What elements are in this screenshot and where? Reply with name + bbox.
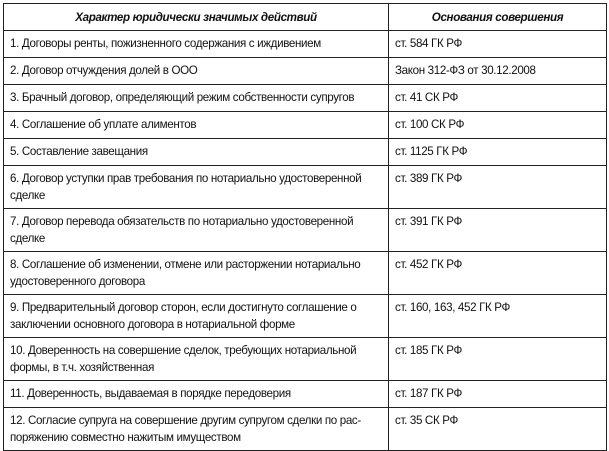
table-row <box>4 112 607 139</box>
action-cell: 9. Предварительный договор сторон, если достигнуто соглашение о заключении основного договора в нотариальной форме <box>4 295 389 338</box>
basis-cell: ст. 185 ГК РФ <box>389 338 607 381</box>
basis-cell: ст. 100 СК РФ <box>389 112 607 139</box>
legal-actions-table <box>3 3 607 451</box>
basis-cell: ст. 391 ГК РФ <box>389 209 607 252</box>
basis-cell: Закон 312-ФЗ от 30.12.2008 <box>389 58 607 85</box>
header-action-type: Характер юридически значимых действий <box>4 4 389 31</box>
table-row <box>4 166 607 209</box>
action-cell: 10. Доверенность на совершение сделок, требующих нотариальной формы, в т.ч. хозяйственная <box>4 338 389 381</box>
header-legal-basis: Основания совершения <box>389 4 607 31</box>
action-cell: 8. Соглашение об изменении, отмене или расторжении нотариально удостоверенного договора <box>4 252 389 295</box>
basis-cell: ст. 452 ГК РФ <box>389 252 607 295</box>
basis-cell: ст. 160, 163, 452 ГК РФ <box>389 295 607 338</box>
header-row <box>4 4 607 31</box>
basis-cell: ст. 1125 ГК РФ <box>389 139 607 166</box>
action-cell: 6. Договор уступки прав требования по нотариально удостоверенной сделке <box>4 166 389 209</box>
action-cell: 2. Договор отчуждения долей в ООО <box>4 58 389 85</box>
table-row <box>4 338 607 381</box>
table-row <box>4 85 607 112</box>
table-row <box>4 252 607 295</box>
table-row <box>4 209 607 252</box>
action-cell: 3. Брачный договор, определяющий режим собственности супругов <box>4 85 389 112</box>
action-cell: 1. Договоры ренты, пожизненного содержания с иждивением <box>4 31 389 58</box>
basis-cell: ст. 584 ГК РФ <box>389 31 607 58</box>
action-cell: 5. Составление завещания <box>4 139 389 166</box>
table-row <box>4 31 607 58</box>
table-row <box>4 139 607 166</box>
basis-cell: ст. 41 СК РФ <box>389 85 607 112</box>
table-row <box>4 295 607 338</box>
action-cell: 4. Соглашение об уплате алиментов <box>4 112 389 139</box>
action-cell: 7. Договор перевода обязательств по нотариально удостоверенной сделке <box>4 209 389 252</box>
action-cell: 11. Доверенность, выдаваемая в порядке передоверия <box>4 381 389 408</box>
action-cell: 12. Согласие супруга на совершение другим супругом сделки по рас-поряжению совместно нажитым имуществом <box>4 408 389 451</box>
basis-cell: ст. 389 ГК РФ <box>389 166 607 209</box>
basis-cell: ст. 187 ГК РФ <box>389 381 607 408</box>
basis-cell: ст. 35 СК РФ <box>389 408 607 451</box>
table-row <box>4 408 607 451</box>
table-row <box>4 58 607 85</box>
table-row <box>4 381 607 408</box>
